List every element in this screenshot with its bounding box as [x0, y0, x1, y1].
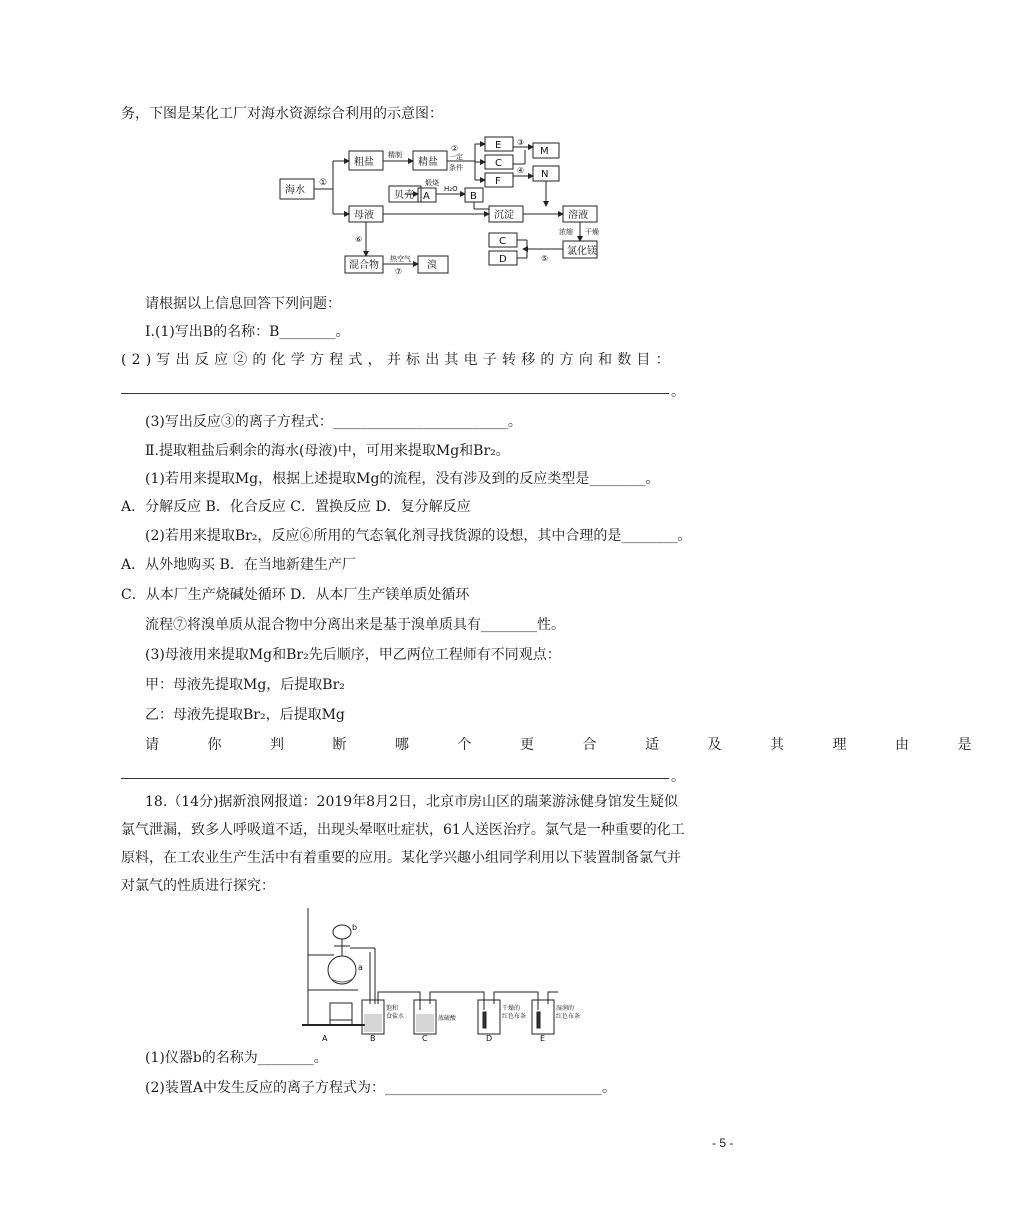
label-conc-h2so4: 浓硫酸: [438, 1015, 457, 1022]
svg-text:条件: 条件: [449, 164, 463, 172]
svg-text:A: A: [322, 1034, 328, 1043]
svg-text:b: b: [352, 923, 358, 932]
lbl-precipitate: 沉淀: [494, 210, 514, 221]
q2-2-flow7: 流程⑦将溴单质从混合物中分离出来是基于溴单质具有________性。: [145, 617, 565, 633]
svg-text:C: C: [499, 236, 506, 247]
svg-text:A: A: [423, 191, 430, 202]
page-number: - 5 -: [712, 1136, 734, 1150]
lbl-crude-salt: 粗盐: [354, 157, 374, 168]
svg-text:热空气: 热空气: [390, 255, 411, 263]
lbl-solution: 溶液: [568, 210, 588, 221]
q1-1: Ⅰ.(1)写出B的名称：B________。: [145, 324, 350, 340]
lbl-mixture: 混合物: [349, 260, 379, 271]
svg-text:M: M: [540, 146, 549, 157]
svg-text:a: a: [358, 963, 363, 972]
answer-line-2: [121, 778, 669, 779]
svg-text:D: D: [486, 1034, 493, 1043]
label-dry-red-cloth: 干燥的红色布条: [502, 1005, 527, 1020]
svg-text:①: ①: [319, 178, 328, 188]
svg-text:F: F: [495, 176, 501, 187]
chlorine-apparatus-diagram: [300, 900, 581, 1044]
q18-1: (1)仪器b的名称为________。: [145, 1050, 328, 1066]
q18-line-1: 18.（14分)据新浪网报道：2019年8月2日，北京市房山区的瑞莱游泳健身馆发生疑似: [145, 794, 678, 810]
svg-text:C: C: [422, 1034, 428, 1043]
svg-text:E: E: [495, 140, 502, 151]
svg-text:E: E: [540, 1034, 546, 1043]
svg-text:精制: 精制: [388, 151, 402, 159]
lbl-mother-liquor: 母液: [354, 210, 374, 221]
svg-text:N: N: [541, 169, 549, 180]
lbl-shell: 贝壳: [394, 190, 414, 201]
q18-line-3: 原料，在工农业生产生活中有着重要的应用。某化学兴趣小组同学利用以下装置制备氯气并: [121, 850, 681, 866]
svg-text:③: ③: [517, 138, 525, 147]
svg-text:④: ④: [517, 166, 525, 175]
q18-line-2: 氯气泄漏，致多人呼吸道不适，出现头晕呕吐症状，61人送医治疗。氯气是一种重要的化工: [121, 822, 685, 838]
svg-text:D: D: [499, 254, 507, 265]
part-2-intro: Ⅱ.提取粗盐后剩余的海水(母液)中，可用来提取Mg和Br₂。: [145, 443, 510, 459]
svg-text:B: B: [470, 191, 477, 202]
view-yi: 乙：母液先提取Br₂，后提取Mg: [145, 707, 345, 723]
svg-text:一定: 一定: [449, 153, 463, 161]
q2-2: (2)若用来提取Br₂，反应⑥所用的气态氧化剂寻找货源的设想，其中合理的是________。: [145, 528, 692, 544]
q2-1-options: A．分解反应 B．化合反应 C．置换反应 D．复分解反应: [121, 499, 471, 515]
intro-line: 务，下图是某化工厂对海水资源综合利用的示意图：: [121, 106, 443, 122]
label-wet-red-cloth: 湿润的红色布条: [556, 1005, 581, 1020]
q2-3: (3)母液用来提取Mg和Br₂先后顺序，甲乙两位工程师有不同观点：: [145, 647, 561, 663]
instruction: 请根据以上信息回答下列问题：: [145, 296, 341, 312]
svg-text:⑦: ⑦: [395, 267, 403, 276]
answer-line-1: [121, 393, 669, 394]
svg-text:浓缩: 浓缩: [559, 228, 573, 236]
label-saturated-brine: 饱和 食盐水: [386, 1005, 405, 1020]
q1-2: (2)写出反应②的化学方程式，并标出其电子转移的方向和数目：: [121, 352, 675, 368]
q2-1: (1)若用来提取Mg，根据上述提取Mg的流程，没有涉及到的反应类型是________。: [145, 471, 660, 487]
svg-text:⑤: ⑤: [541, 254, 549, 263]
svg-text:⑥: ⑥: [355, 235, 363, 244]
q2-2-options-b: C．从本厂生产烧碱处循环 D．从本厂生产镁单质处循环: [121, 587, 470, 603]
lbl-seawater: 海水: [285, 185, 305, 196]
q2-2-options-a: A．从外地购买 B．在当地新建生产厂: [121, 557, 356, 573]
view-jia: 甲：母液先提取Mg，后提取Br₂: [145, 677, 345, 693]
svg-text:②: ②: [451, 144, 459, 153]
q2-3-prompt: 请你判断哪个更合适及其理由是: [145, 737, 1020, 753]
q1-3: (3)写出反应③的离子方程式：_________________________。: [145, 414, 522, 430]
seawater-flow-diagram: [275, 134, 615, 278]
svg-text:煅烧: 煅烧: [425, 179, 439, 187]
lbl-refined-salt: 精盐: [418, 157, 438, 168]
lbl-mgcl2: 氯化镁: [567, 246, 597, 257]
svg-text:干燥: 干燥: [585, 228, 599, 236]
svg-text:B: B: [370, 1034, 376, 1043]
q18-2: (2)装置A中发生反应的离子方程式为：_______________________________。: [145, 1080, 616, 1096]
svg-text:C: C: [495, 158, 502, 169]
svg-text:H₂O: H₂O: [444, 185, 458, 193]
lbl-bromine: 溴: [427, 260, 437, 271]
q18-line-4: 对氯气的性质进行探究：: [121, 878, 275, 894]
